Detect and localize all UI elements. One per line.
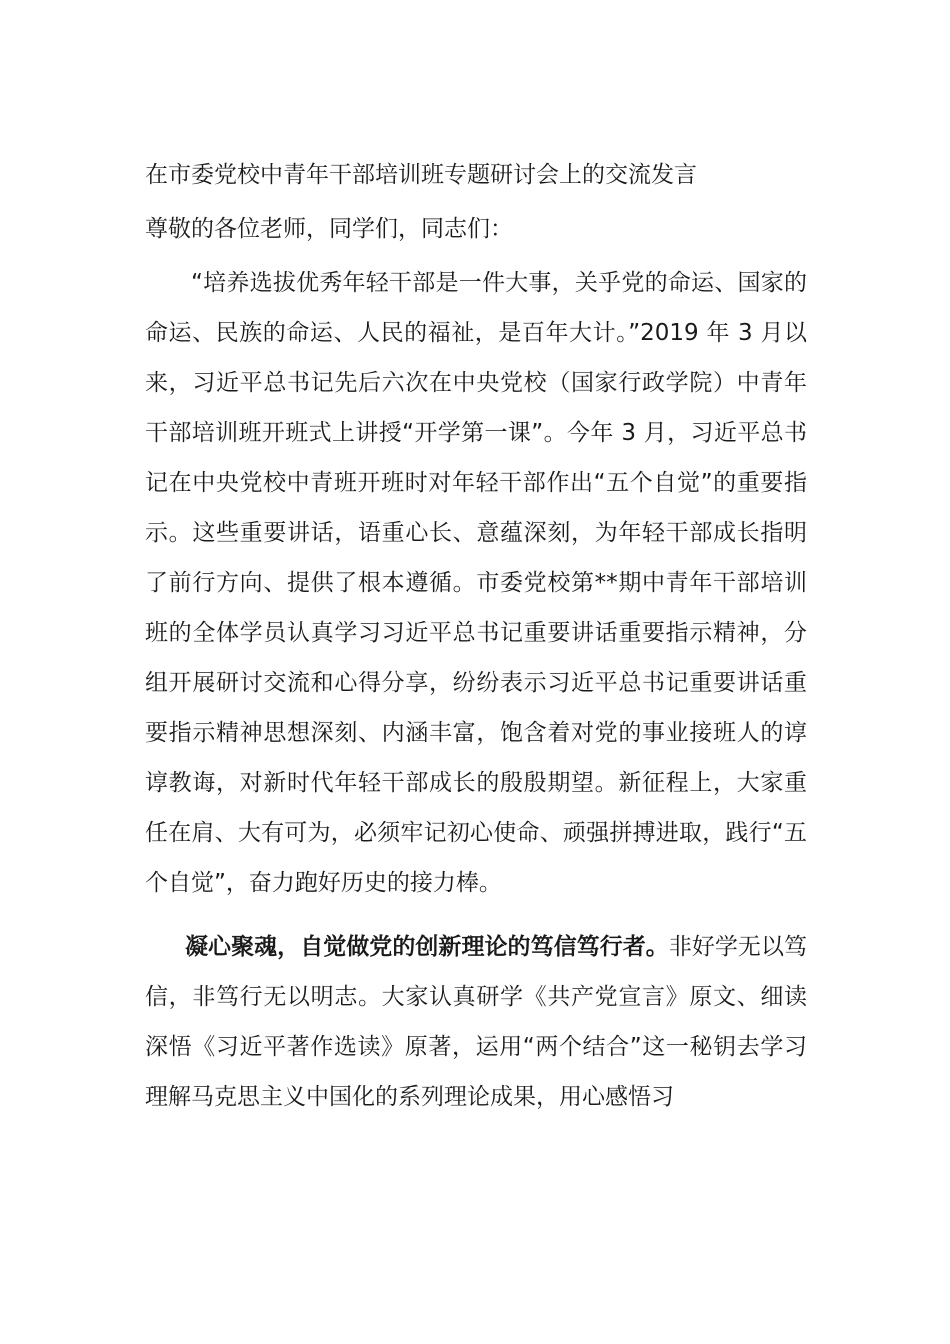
paragraph-section-one — [145, 922, 807, 1122]
document-title: 在市委党校中青年干部培训班专题研讨会上的交流发言 — [145, 162, 697, 188]
section-heading-lead: 凝心聚魂，自觉做党的创新理论的笃信笃行者。 — [185, 934, 669, 960]
section-body-text: 非好学无以笃信，非笃行无以明志。大家认真研学《共产党宣言》原文、细读深悟《习近平著作选读》原著，运用“两个结合”这一秘钥去学习理解马克思主义中国化的系列理论成果，用心感悟习 — [145, 934, 808, 1110]
paragraph-intro: “培养选拔优秀年轻干部是一件大事，关乎党的命运、国家的命运、民族的命运、人民的福祉，是百年大计。”2019 年 3 月以来，习近平总书记先后六次在中央党校（国家行政学院）中青年干部培训班开班式上讲授“开学第一课”。今年 3 月，习近平总书记在中央党校中青班开班时对年轻干部作出“五个自觉”的重要指示。这些重要讲话，语重心长、意蕴深刻，为年轻干部成长指明了前行方向、提供了根本遵循。市委党校第**期中青年干部培训班的全体学员认真学习习近平总书记重要讲话重要指示精神，分组开展研讨交流和心得分享，纷纷表示习近平总书记重要讲话重要指示精神思想深刻、内涵丰富，饱含着对党的事业接班人的谆谆教诲，对新时代年轻干部成长的殷殷期望。新征程上，大家重任在肩、大有可为，必须牢记初心使命、顽强拼搏进取，践行“五个自觉”，奋力跑好历史的接力棒。 — [145, 270, 807, 896]
document-page — [145, 150, 807, 1122]
salutation: 尊敬的各位老师，同学们，同志们： — [145, 216, 513, 242]
